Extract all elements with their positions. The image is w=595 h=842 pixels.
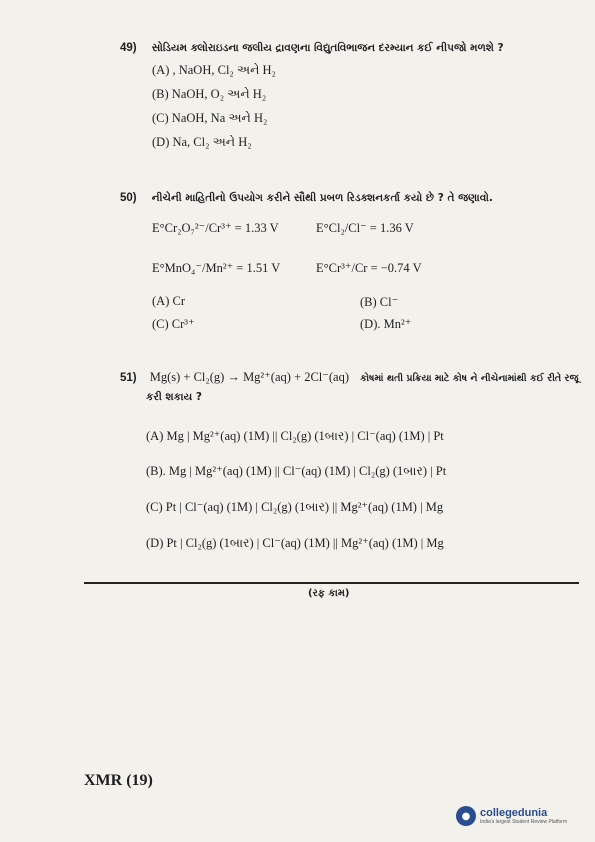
question-number: 50) [120,192,137,204]
q51-option-a: (A) Mg | Mg²⁺(aq) (1M) || Cl₂(g) (1બાર) | Cl⁻(aq) (1M) | Pt [146,429,444,443]
logo-name: collegedunia [480,807,548,819]
q50-option-c: (C) Cr³⁺ [152,317,195,331]
cell-reaction: Mg(s) + Cl₂(g) → Mg²⁺(aq) + 2Cl⁻(aq) [149,370,349,384]
question-50 [120,186,493,205]
q50-option-b: (B) Cl⁻ [360,295,399,309]
q49-option-b: (B) NaOH, O₂ અને H₂ [152,87,267,101]
potential-cr3: E°Cr³⁺/Cr = −0.74 V [316,261,422,275]
potential-cr2o7: E°Cr₂O₇²⁻/Cr³⁺ = 1.33 V [152,221,279,235]
question-text: નીચેની માહિતીનો ઉપયોગ કરીને સૌથી પ્રબળ રિડક્શનકર્તા કયો છે ? તે જણાવો. [151,192,493,204]
collegedunia-logo [456,806,567,826]
q49-option-d: (D) Na, Cl₂ અને H₂ [152,135,252,149]
q49-option-c: (C) NaOH, Na અને H₂ [152,111,268,125]
potential-cl2: E°Cl₂/Cl⁻ = 1.36 V [316,221,414,235]
question-51 [120,366,578,385]
potential-mno4: E°MnO₄⁻/Mn²⁺ = 1.51 V [152,261,281,275]
rough-work-label: (રફ કામ) [308,588,350,599]
q50-option-d: (D). Mn²⁺ [360,317,412,331]
section-divider [84,582,579,584]
question-number: 51) [120,372,137,384]
q49-option-a: (A) , NaOH, Cl₂ અને H₂ [152,63,276,77]
question-number: 49) [120,42,137,54]
question-text-cont: કરી શકાય ? [146,391,202,403]
question-49 [120,36,504,55]
question-text: કોષમાં થતી પ્રક્રિયા માટે કોષ ને નીચેનામાંથી કઈ રીતે રજૂ [360,373,579,384]
graduate-icon: ● [456,806,476,826]
q51-option-c: (C) Pt | Cl⁻(aq) (1M) | Cl₂(g) (1બાર) || Mg²⁺(aq) (1M) | Mg [146,500,444,514]
q50-option-a: (A) Cr [152,294,185,308]
question-text: સોડિયમ ક્લોરાઇડના જલીય દ્રાવણના વિદ્યુતવિભાજન દરમ્યાન કઈ નીપજો મળશે ? [151,42,504,54]
q51-option-b: (B). Mg | Mg²⁺(aq) (1M) || Cl⁻(aq) (1M) | Cl₂(g) (1બાર) | Pt [146,464,447,478]
q51-option-d: (D) Pt | Cl₂(g) (1બાર) | Cl⁻(aq) (1M) || Mg²⁺(aq) (1M) | Mg [146,536,444,550]
logo-tagline: India's largest Student Review Platform [480,819,568,825]
paper-code: XMR (19) [84,772,153,789]
